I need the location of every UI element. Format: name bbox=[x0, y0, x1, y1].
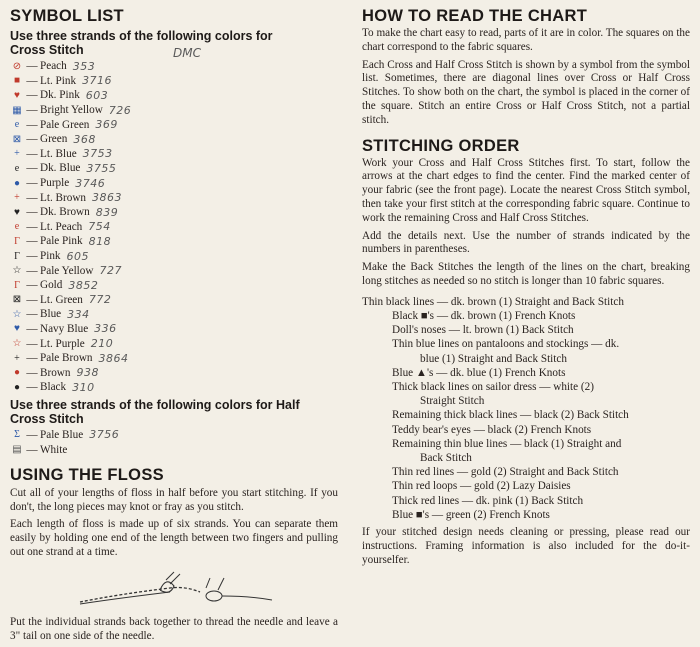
dmc-number: 603 bbox=[85, 88, 109, 102]
dmc-handwritten-note: DMC bbox=[173, 46, 201, 60]
dmc-number: 818 bbox=[88, 234, 112, 248]
floss-paragraph-1: Cut all of your lengths of floss in half before you start stitching. If you don't, the long pieces may knot or fray as you stitch. bbox=[10, 486, 338, 513]
detail-instruction: Thin blue lines on pantaloons and stockings — dk. bbox=[392, 338, 620, 351]
stitch-symbol-icon: ⊠ bbox=[12, 133, 22, 145]
color-row bbox=[10, 322, 338, 337]
detail-instruction: Teddy bear's eyes — black (2) French Knots bbox=[392, 423, 592, 436]
detail-instruction: blue (1) Straight and Back Stitch bbox=[420, 352, 567, 365]
color-row bbox=[10, 103, 338, 118]
detail-instruction: Remaining thick black lines — black (2) Back Stitch bbox=[392, 409, 629, 422]
dmc-number: 3864 bbox=[98, 351, 129, 365]
detail-instruction: Thick black lines on sailor dress — white (2) bbox=[392, 380, 594, 393]
color-row bbox=[10, 176, 338, 191]
dash: — bbox=[26, 279, 38, 292]
color-name: Pale Yellow bbox=[40, 264, 94, 277]
dmc-number: 839 bbox=[95, 205, 119, 219]
dmc-number: 210 bbox=[90, 337, 114, 351]
stitching-order-paragraph-2: Add the details next. Use the number of strands indicated by the numbers in parentheses. bbox=[362, 229, 690, 256]
color-name: Green bbox=[40, 133, 68, 146]
color-name: Dk. Blue bbox=[40, 162, 81, 175]
full-cross-color-list bbox=[10, 59, 338, 395]
stitch-symbol-icon: Γ bbox=[14, 279, 20, 291]
color-name: Dk. Pink bbox=[40, 89, 80, 102]
color-name: Gold bbox=[40, 279, 63, 292]
dmc-number: 3716 bbox=[82, 74, 113, 88]
detail-instruction: Straight Stitch bbox=[420, 395, 485, 408]
color-row bbox=[10, 147, 338, 162]
dmc-number: 772 bbox=[88, 293, 112, 307]
dmc-number: 605 bbox=[66, 249, 90, 263]
color-name: Peach bbox=[40, 60, 67, 73]
color-name: Pale Pink bbox=[40, 235, 83, 248]
color-row bbox=[10, 117, 338, 132]
using-floss-title: USING THE FLOSS bbox=[10, 465, 164, 484]
dash: — bbox=[26, 428, 38, 441]
color-name: Lt. Peach bbox=[40, 220, 83, 233]
color-name: Bright Yellow bbox=[40, 104, 103, 117]
detail-instruction: Thin black lines — dk. brown (1) Straight and Back Stitch bbox=[362, 295, 624, 308]
stitch-symbol-icon: ● bbox=[13, 367, 21, 379]
color-name: Lt. Purple bbox=[40, 337, 85, 350]
color-name: Pale Blue bbox=[40, 428, 84, 441]
dmc-number: 334 bbox=[67, 307, 90, 321]
dmc-number: 938 bbox=[76, 366, 99, 380]
color-row bbox=[10, 365, 338, 380]
detail-instruction: Remaining thin blue lines — black (1) Straight and bbox=[392, 437, 622, 450]
stitch-symbol-icon: ⊠ bbox=[12, 294, 22, 306]
color-row bbox=[10, 220, 338, 235]
dmc-number: 353 bbox=[72, 59, 96, 73]
color-name: Lt. Pink bbox=[40, 74, 77, 87]
detail-instruction: Thin red lines — gold (2) Straight and Back Stitch bbox=[392, 466, 619, 479]
dash: — bbox=[26, 133, 38, 146]
dash: — bbox=[26, 235, 38, 248]
color-row bbox=[10, 263, 338, 278]
back-stitch-detail-list bbox=[362, 295, 690, 522]
color-row bbox=[10, 307, 338, 322]
stitch-symbol-icon: Γ bbox=[14, 250, 20, 262]
dmc-number: 310 bbox=[72, 380, 95, 394]
dmc-number: 369 bbox=[95, 118, 118, 132]
half-cross-color-list bbox=[10, 428, 338, 457]
color-row bbox=[10, 380, 338, 395]
stitch-symbol-icon: + bbox=[14, 148, 20, 160]
floss-paragraph-2: Each length of floss is made up of six strands. You can separate them easily by holding one end of the length between two fingers and pulling out one strand at a time. bbox=[10, 518, 338, 559]
dmc-number: 3756 bbox=[89, 428, 120, 442]
dash: — bbox=[26, 443, 38, 456]
stitch-symbol-icon: ♥ bbox=[14, 206, 20, 218]
color-name: Black bbox=[40, 381, 67, 394]
dash: — bbox=[26, 206, 38, 219]
color-row bbox=[10, 190, 338, 205]
detail-instruction: Blue ■'s — green (2) French Knots bbox=[392, 508, 550, 521]
dmc-number: 336 bbox=[94, 322, 117, 336]
color-name: Lt. Blue bbox=[40, 147, 77, 160]
floss-needle-illustration bbox=[10, 566, 338, 606]
dmc-number: 368 bbox=[73, 132, 96, 146]
color-name: White bbox=[40, 443, 68, 456]
stitch-symbol-icon: ☆ bbox=[12, 308, 22, 320]
stitch-symbol-icon: ● bbox=[13, 381, 21, 393]
color-row bbox=[10, 59, 338, 74]
thread-needle-icon bbox=[10, 566, 338, 610]
stitch-symbol-icon: Γ bbox=[14, 235, 20, 247]
how-to-read-paragraph-1: To make the chart easy to read, parts of it are in color. The squares on the chart correspond to the fabric squares. bbox=[362, 27, 690, 53]
stitch-symbol-icon: Σ bbox=[14, 429, 20, 441]
stitching-order-paragraph-1: Work your Cross and Half Cross Stitches first. To start, follow the arrows at the chart edges to find the center. Find the marked center of your fabric (see the front page). Locate the nearest Cross Stitch symbol, then take your first stitch at the corresponding fabric square. Continue to work the remaining Cross and Half Cross Stitches. bbox=[362, 156, 690, 224]
dash: — bbox=[26, 250, 38, 263]
dash: — bbox=[26, 366, 38, 379]
color-name: Blue bbox=[40, 308, 62, 321]
detail-instruction: Thick red lines — dk. pink (1) Back Stitch bbox=[392, 494, 584, 507]
dash: — bbox=[26, 308, 38, 321]
stitch-symbol-icon: ● bbox=[13, 177, 21, 189]
dmc-number: 3746 bbox=[75, 176, 106, 190]
color-name: Dk. Brown bbox=[40, 206, 90, 219]
dmc-number: 3755 bbox=[86, 161, 117, 175]
stitching-order-paragraph-3: Make the Back Stitches the length of the lines on the chart, breaking long stitches as needed so no stitch is longer than 10 fabric squares. bbox=[362, 261, 690, 287]
dmc-number: 3753 bbox=[82, 147, 113, 161]
dash: — bbox=[26, 177, 38, 190]
detail-instruction: Thin red loops — gold (2) Lazy Daisies bbox=[392, 480, 571, 493]
stitch-symbol-icon: ☆ bbox=[12, 265, 22, 277]
color-row bbox=[10, 161, 338, 176]
color-row bbox=[10, 88, 338, 103]
detail-instruction: Doll's noses — lt. brown (1) Back Stitch bbox=[392, 324, 574, 337]
dash: — bbox=[26, 381, 38, 394]
dash: — bbox=[26, 337, 38, 350]
dmc-number: 3852 bbox=[68, 278, 99, 292]
dmc-number: 727 bbox=[99, 264, 122, 278]
color-name: Brown bbox=[40, 366, 71, 379]
dash: — bbox=[26, 220, 38, 233]
color-name: Purple bbox=[40, 177, 70, 190]
color-row bbox=[10, 234, 338, 249]
dash: — bbox=[26, 89, 38, 102]
dmc-number: 726 bbox=[108, 103, 132, 117]
dash: — bbox=[26, 322, 38, 335]
dmc-number: 3863 bbox=[92, 191, 122, 205]
detail-instruction: Black ■'s — dk. brown (1) French Knots bbox=[392, 309, 576, 322]
stitch-symbol-icon: + bbox=[14, 192, 20, 204]
left-column bbox=[10, 6, 338, 643]
how-to-read-paragraph-2: Each Cross and Half Cross Stitch is shown by a symbol from the symbol list. Sometimes, there are diagonal lines over Cross or Half Cross Stitches. To show both on the chart, the symbol is placed in the corner of the square. Stitch an entire Cross or Half Cross Stitch, not a partial stitch. bbox=[362, 58, 690, 126]
color-row bbox=[10, 442, 338, 457]
dash: — bbox=[26, 60, 38, 73]
symbol-list-title: SYMBOL LIST bbox=[10, 7, 124, 25]
how-to-read-title: HOW TO READ THE CHART bbox=[362, 7, 588, 25]
color-row bbox=[10, 205, 338, 220]
color-row bbox=[10, 351, 338, 366]
stitch-symbol-icon: ▦ bbox=[12, 104, 22, 116]
dash: — bbox=[26, 162, 38, 175]
floss-paragraph-3: Put the individual strands back together to thread the needle and leave a 3" tail on one side of the needle. bbox=[10, 615, 338, 642]
detail-instruction: Back Stitch bbox=[420, 451, 472, 464]
full-cross-heading: Use three strands of the following colors for Cross Stitch bbox=[10, 29, 273, 57]
color-name: Pale Brown bbox=[40, 352, 93, 365]
dash: — bbox=[26, 352, 38, 365]
stitch-symbol-icon: ▤ bbox=[12, 444, 22, 456]
dash: — bbox=[26, 118, 38, 131]
detail-instruction: Blue ▲'s — dk. blue (1) French Knots bbox=[392, 366, 566, 379]
color-name: Lt. Brown bbox=[40, 191, 86, 204]
stitching-order-title: STITCHING ORDER bbox=[362, 136, 520, 155]
color-name: Lt. Green bbox=[40, 293, 83, 306]
stitch-symbol-icon: e bbox=[14, 162, 20, 174]
color-row bbox=[10, 293, 338, 308]
dash: — bbox=[26, 264, 38, 277]
stitch-symbol-icon: ♥ bbox=[14, 323, 20, 335]
color-name: Pink bbox=[40, 250, 61, 263]
color-row bbox=[10, 132, 338, 147]
color-name: Navy Blue bbox=[40, 322, 89, 335]
stitch-symbol-icon: ♥ bbox=[14, 89, 20, 101]
stitch-symbol-icon: ■ bbox=[13, 75, 21, 87]
dmc-number: 754 bbox=[88, 220, 111, 234]
color-row bbox=[10, 428, 338, 443]
stitch-symbol-icon: ⊘ bbox=[12, 60, 22, 72]
dash: — bbox=[26, 191, 38, 204]
dash: — bbox=[26, 74, 38, 87]
stitch-symbol-icon: e bbox=[14, 119, 20, 131]
color-row bbox=[10, 249, 338, 264]
color-name: Pale Green bbox=[40, 118, 90, 131]
color-row bbox=[10, 74, 338, 89]
dash: — bbox=[26, 293, 38, 306]
color-row bbox=[10, 336, 338, 351]
color-row bbox=[10, 278, 338, 293]
closing-paragraph: If your stitched design needs cleaning or pressing, please read our instructions. Framing information is also included for the do-it-yourselfer. bbox=[362, 526, 690, 566]
stitch-symbol-icon: e bbox=[14, 221, 20, 233]
dash: — bbox=[26, 104, 38, 117]
stitch-symbol-icon: ☆ bbox=[12, 338, 22, 350]
half-cross-heading: Use three strands of the following colors for Half Cross Stitch bbox=[10, 397, 300, 426]
stitch-symbol-icon: + bbox=[14, 352, 20, 364]
right-column bbox=[362, 6, 690, 567]
dash: — bbox=[26, 147, 38, 160]
